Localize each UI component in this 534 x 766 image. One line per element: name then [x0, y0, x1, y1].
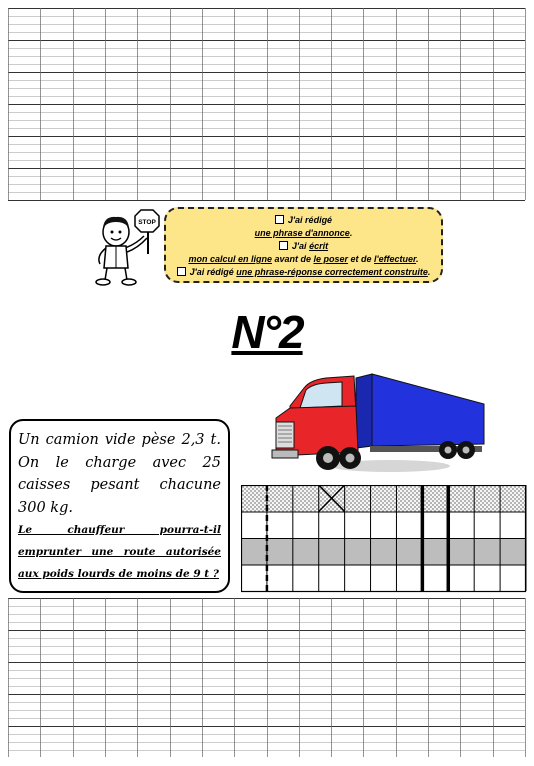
stop-sign-text: STOP: [138, 219, 156, 226]
top-writing-grid: [8, 8, 526, 201]
check-item-reponse: J'ai rédigé une phrase-réponse correctement construite.: [166, 266, 441, 279]
checkbox-icon[interactable]: [275, 215, 284, 224]
check-item-annonce: J'ai rédigé: [166, 214, 441, 227]
stop-boy-illustration: [92, 206, 164, 288]
place-value-table: [241, 485, 527, 593]
self-check-note: J'ai rédigé une phrase d'annonce. J'ai écrit mon calcul en ligne avant de le poser et de l'effectuer. J'ai rédigé une phrase-réponse correctement construite.: [164, 207, 443, 283]
checkbox-icon[interactable]: [177, 267, 186, 276]
checkbox-icon[interactable]: [279, 241, 288, 250]
problem-number: N°2: [231, 306, 303, 358]
check-item-calcul: J'ai écrit: [166, 240, 441, 253]
bottom-writing-grid: [8, 598, 526, 758]
truck-illustration: [270, 368, 488, 480]
problem-statement-box: [9, 419, 230, 593]
problem-statement: Un camion vide pèse 2,3 t. On le charge avec 25 caisses pesant chacune 300 kg.: [18, 432, 221, 516]
problem-question: Le chauffeur pourra-t-il emprunter une route autorisée aux poids lourds de moins de 9 t ?: [18, 524, 221, 580]
